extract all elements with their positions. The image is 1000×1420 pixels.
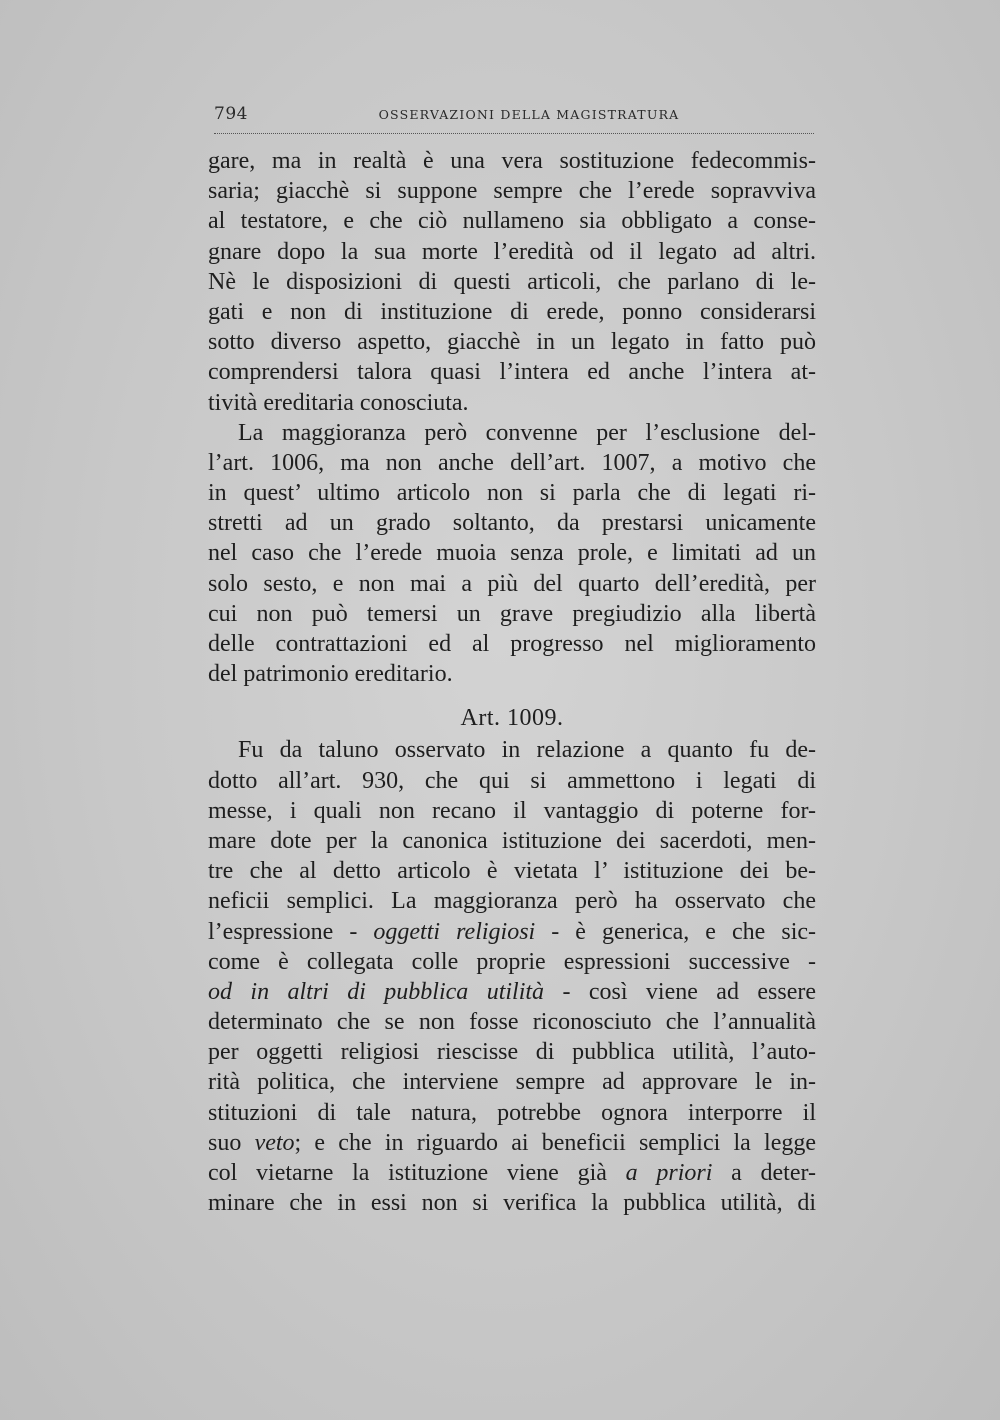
text-line: solo sesto, e non mai a più del quarto dell’eredità, per: [208, 570, 816, 597]
text-line: Fu da taluno osservato in relazione a quanto fu de-: [238, 737, 816, 764]
text-line: delle contrattazioni ed al progresso nel miglioramento: [208, 631, 816, 657]
text-line: del patrimonio ereditario.: [208, 661, 453, 688]
text-line: stituzioni di tale natura, potrebbe ognora interporre il: [208, 1099, 816, 1126]
text-line: rità politica, che interviene sempre ad approvare le in-: [208, 1069, 816, 1096]
text-line: Nè le disposizioni di questi articoli, che parlano di le-: [208, 268, 816, 295]
running-head: OSSERVAZIONI DELLA MAGISTRATURA: [378, 107, 680, 122]
text-run: - è generica, e che sic-: [535, 918, 817, 945]
text-line: al testatore, e che ciò nullameno sia obbligato a conse-: [208, 208, 816, 235]
paragraph-continuation: [208, 146, 816, 418]
text-line: sotto diverso aspetto, giacchè in un legato in fatto può: [208, 329, 816, 356]
text-run: - così viene ad essere: [544, 978, 816, 1005]
text-line: La maggioranza però convenne per l’esclusione del-: [238, 419, 816, 446]
text-run: a deter-: [712, 1160, 817, 1186]
text-line: [208, 1158, 816, 1188]
text-line: tività ereditaria conosciuta.: [208, 389, 469, 416]
article-heading: Art. 1009.: [460, 705, 564, 732]
text-line: mare dote per la canonica istituzione dei sacerdoti, men-: [208, 827, 816, 854]
header-rule: [214, 133, 814, 134]
text-line: saria; giacchè si suppone sempre che l’erede sopravviva: [208, 178, 816, 205]
text-run: col vietarne la istituzione viene già: [208, 1160, 626, 1186]
text-run: l’espressione -: [208, 918, 374, 945]
italic-run: oggetti religiosi: [373, 918, 536, 945]
text-line: neficii semplici. La maggioranza però ha osservato che: [208, 888, 816, 915]
text-run: ; e che in riguardo ai beneficii semplici la legge: [294, 1129, 816, 1156]
text-line: [208, 1128, 816, 1158]
paragraph-article-1009: [208, 735, 816, 1218]
text-line: come è collegata colle proprie espressioni successive -: [208, 948, 816, 975]
text-line: stretti ad un grado soltanto, da prestarsi unicamente: [208, 510, 816, 537]
body-text: [208, 146, 816, 1218]
text-line: gnare dopo la sua morte l’eredità od il legato ad altri.: [208, 238, 816, 265]
text-line: cui non può temersi un grave pregiudizio alla libertà: [208, 600, 816, 627]
page-header: [214, 104, 814, 130]
text-line: in quest’ ultimo articolo non si parla che di legati ri-: [208, 480, 816, 507]
italic-run: a priori: [625, 1160, 713, 1186]
text-line: nel caso che l’erede muoia senza prole, e limitati ad un: [208, 540, 816, 567]
text-line: determinato che se non fosse riconosciuto che l’annualità: [208, 1009, 816, 1036]
text-line: gare, ma in realtà è una vera sostituzione fedecommis-: [208, 148, 816, 174]
italic-run: veto: [254, 1129, 295, 1156]
text-line: l’art. 1006, ma non anche dell’art. 1007, a motivo che: [208, 449, 816, 476]
text-line: minare che in essi non si verifica la pubblica utilità, di: [208, 1190, 816, 1217]
text-line: messe, i quali non recano il vantaggio di poterne for-: [208, 797, 816, 824]
text-line: tre che al detto articolo è vietata l’ istituzione dei be-: [208, 858, 816, 885]
italic-run: od in altri di pubblica utilità: [208, 978, 545, 1005]
text-line: [208, 917, 816, 947]
paragraph-majority: [208, 418, 816, 690]
text-line: comprendersi talora quasi l’intera ed anche l’intera at-: [208, 359, 816, 386]
text-run: suo: [208, 1129, 255, 1156]
text-line: [208, 977, 816, 1007]
text-line: dotto all’art. 930, che qui si ammettono i legati di: [208, 767, 816, 794]
page-number: 794: [214, 104, 248, 124]
text-line: per oggetti religiosi riescisse di pubblica utilità, l’auto-: [208, 1039, 816, 1066]
text-line: gati e non di instituzione di erede, ponno considerarsi: [208, 298, 816, 325]
